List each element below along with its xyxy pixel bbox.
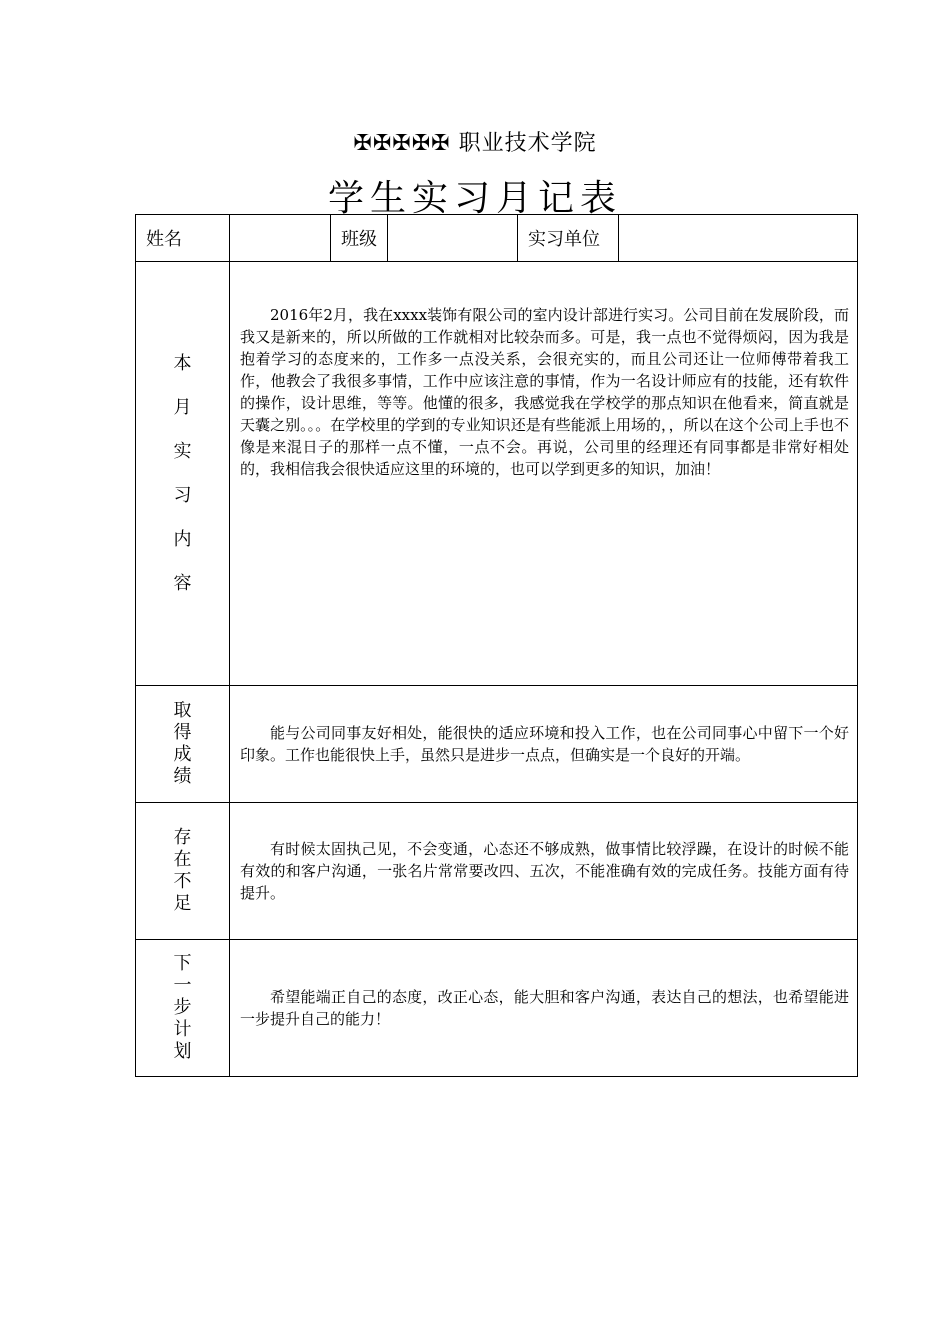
shortcoming-text: 有时候太固执己见，不会变通，心态还不够成熟，做事情比较浮躁，在设计的时候不能有效的和客户沟通，一张名片常常要改四、五次，不能准确有效的完成任务。技能方面有待提升。 <box>240 840 849 902</box>
label-char: 成 <box>173 744 192 765</box>
label-char: 内 <box>173 528 192 550</box>
monthly-content-row <box>136 262 858 686</box>
label-char: 在 <box>173 849 192 870</box>
label-char: 本 <box>173 352 192 374</box>
monthly-content-text: 2016年2月，我在xxxx装饰有限公司的室内设计部进行实习。公司目前在发展阶段，而我又是新来的，所以所做的工作就相对比较杂而多。可是，我一点也不觉得烦闷，因为我是抱着学习的态度来的，工作多一点没关系，会很充实的，而且公司还让一位师傅带着我工作，他教会了我很多事情，工作中应该注意的事情，作为一名设计师应有的技能，还有软件的操作，设计思维，等等。他懂的很多，我感觉我在学校学的那点知识在他看来，简直就是天囊之别。。。在学校里的学到的专业知识还是有些能派上用场的，，所以在这个公司上手也不像是来混日子的那样一点不懂，一点不会。再说，公司里的经理还有同事都是非常好相处的，我相信我会很快适应这里的环境的，也可以学到更多的知识，加油！ <box>240 306 849 478</box>
monthly-content-cell[interactable] <box>230 262 858 686</box>
label-char: 划 <box>173 1041 192 1062</box>
school-name: ✠✠✠✠✠ 职业技术学院 <box>353 131 597 156</box>
monthly-content-label <box>136 262 230 686</box>
next-plan-row <box>136 940 858 1077</box>
next-plan-cell[interactable] <box>230 940 858 1077</box>
label-char: 存 <box>173 827 192 848</box>
shortcoming-row <box>136 803 858 940</box>
label-char: 月 <box>173 396 192 418</box>
label-char: 容 <box>173 572 192 594</box>
form-title: 学生实习月记表 <box>327 178 622 219</box>
label-char: 下 <box>173 953 192 974</box>
next-plan-label <box>136 940 230 1077</box>
achievement-text: 能与公司同事友好相处，能很快的适应环境和投入工作，也在公司同事心中留下一个好印象。工作也能很快上手，虽然只是进步一点点，但确实是一个良好的开端。 <box>240 724 849 764</box>
label-char: 习 <box>173 484 192 506</box>
unit-value-cell[interactable] <box>619 215 858 262</box>
label-char: 取 <box>173 700 192 721</box>
label-char: 步 <box>173 997 192 1018</box>
class-value-cell[interactable] <box>388 215 518 262</box>
next-plan-text: 希望能端正自己的态度，改正心态，能大胆和客户沟通，表达自己的想法，也希望能进一步提升自己的能力！ <box>240 988 849 1028</box>
internship-form-table <box>135 214 858 1077</box>
achievement-cell[interactable] <box>230 686 858 803</box>
achievement-row <box>136 686 858 803</box>
label-char: 足 <box>173 893 192 914</box>
label-char: 计 <box>173 1019 192 1040</box>
label-char: 不 <box>173 871 192 892</box>
label-char: 一 <box>173 975 192 996</box>
class-label: 班级 <box>331 215 388 262</box>
unit-label: 实习单位 <box>518 215 619 262</box>
name-label: 姓名 <box>136 215 230 262</box>
label-char: 实 <box>173 440 192 462</box>
shortcoming-cell[interactable] <box>230 803 858 940</box>
achievement-label <box>136 686 230 803</box>
info-row <box>136 215 858 262</box>
label-char: 绩 <box>173 766 192 787</box>
shortcoming-label <box>136 803 230 940</box>
label-char: 得 <box>173 722 192 743</box>
name-value-cell[interactable] <box>230 215 331 262</box>
